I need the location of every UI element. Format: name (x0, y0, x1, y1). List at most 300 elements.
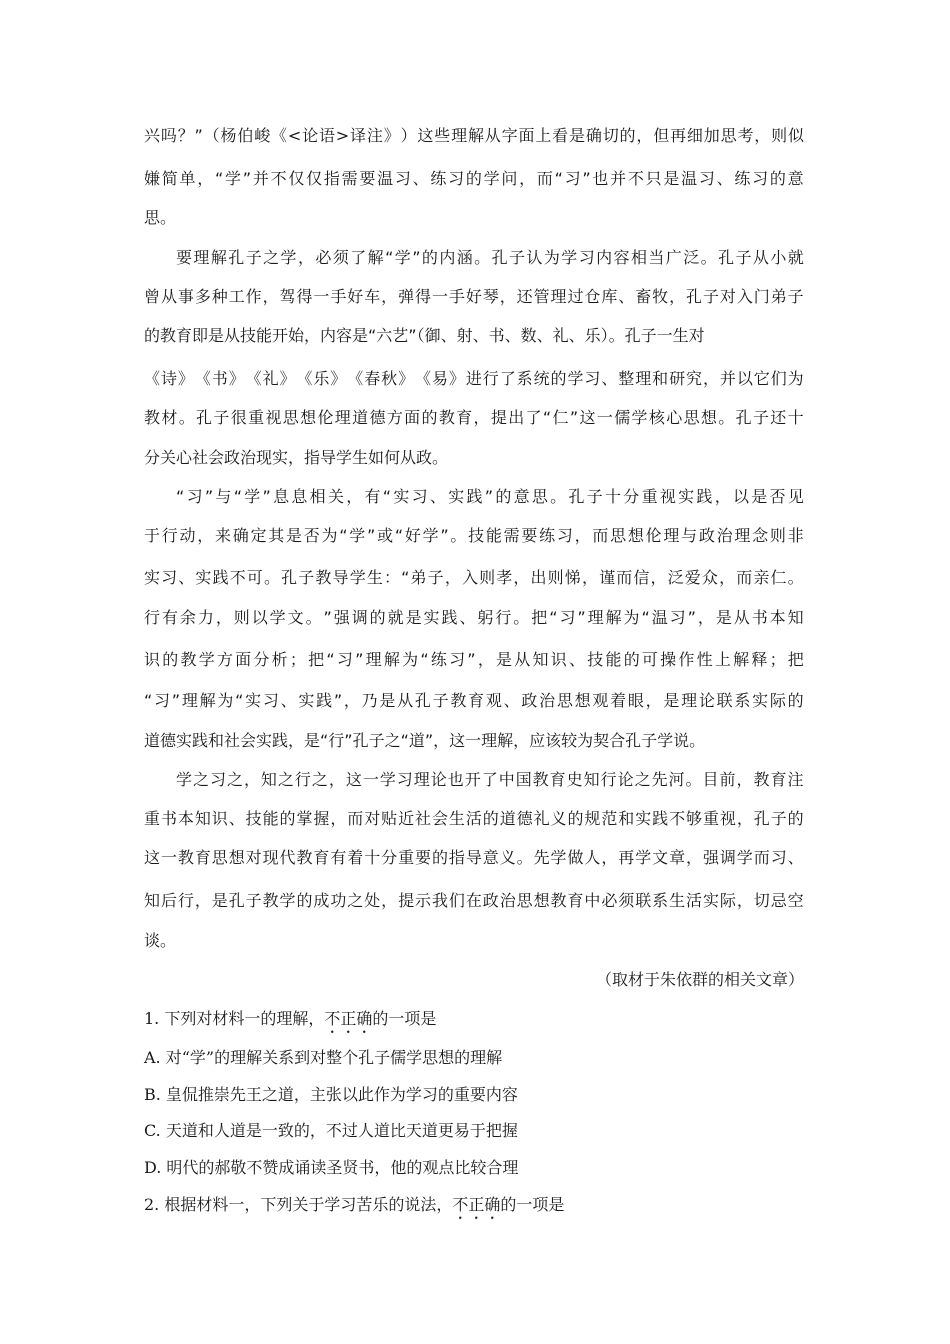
text-char: 学 (269, 608, 286, 627)
text-char: 学 (550, 848, 567, 867)
text-char: 中 (584, 891, 601, 910)
text-char: 众 (701, 568, 718, 587)
text-char: 子 (298, 568, 315, 587)
text-char: 的 (369, 608, 386, 627)
text-char: 手 (448, 287, 465, 306)
text-char: 义 (499, 848, 516, 867)
text-char: 一 (313, 287, 330, 306)
text-char: 材 (161, 408, 178, 427)
text-char: 是 (286, 526, 303, 545)
question-1-option-d: D. 明代的郝敬不赞成诵读圣贤书，他的观点比较合理 (144, 1158, 519, 1177)
text-char: ” (440, 526, 449, 545)
text-char: 悌 (564, 568, 581, 587)
text-char: 而 (616, 568, 633, 587)
text-char: 教 (144, 408, 161, 427)
text-char: 的 (421, 408, 438, 427)
text-char: 学 (176, 770, 193, 789)
text-char: 孝 (496, 568, 513, 587)
text-char: 十 (605, 487, 622, 506)
text-char: 的 (421, 248, 438, 267)
text-char: 子 (770, 809, 787, 828)
text-char: 教 (438, 408, 455, 427)
question-stem-text: 的一项是 (500, 1195, 565, 1214)
text-char: 相 (630, 248, 647, 267)
text-char: 不 (270, 169, 287, 188)
text-char: ， (736, 770, 753, 789)
text-char: 释 (751, 650, 768, 669)
text-char: ， (697, 608, 714, 627)
text-char: 中 (498, 770, 515, 789)
text-char: 学 (422, 526, 439, 545)
text-char: 在 (465, 891, 482, 910)
text-char: 德 (516, 809, 533, 828)
text-char: 吗 (160, 126, 177, 145)
text-char: 习 (564, 169, 581, 188)
text-char: 须 (618, 891, 635, 910)
text-char: 否 (769, 487, 786, 506)
text-char: 眼 (627, 691, 644, 710)
text-char: 好 (404, 526, 421, 545)
text-char: 子 (735, 248, 752, 267)
text-char: 研 (669, 369, 686, 388)
text-char: 子 (213, 408, 230, 427)
text-char: 门 (753, 287, 770, 306)
text-char: 究 (686, 369, 703, 388)
text-char: “ (339, 526, 348, 545)
text-char: 泛 (667, 568, 684, 587)
text-char: 之 (226, 770, 243, 789)
text-char: 习 (770, 848, 787, 867)
text-char: 躬 (477, 608, 494, 627)
text-char: 子 (586, 487, 603, 506)
text-char: 习 (411, 487, 428, 506)
text-char: 育 (194, 848, 211, 867)
text-char: 事 (177, 287, 194, 306)
text-char: 调 (351, 608, 368, 627)
text-char: 译 (350, 126, 367, 145)
text-line: 道德实践和社会实践，是“行”孔子之“道”，这一理解，应该较为契合孔子学说。 (144, 731, 706, 750)
text-char: 就 (387, 608, 404, 627)
text-char: 伦 (645, 526, 662, 545)
text-char: 治 (539, 691, 556, 710)
text-char: 实 (635, 809, 652, 828)
text-char: 是 (663, 169, 680, 188)
text-char: 我 (431, 891, 448, 910)
text-char: 整 (618, 369, 635, 388)
text-char: 性 (696, 650, 713, 669)
text-char: 践 (652, 809, 669, 828)
text-char: 问 (501, 169, 518, 188)
text-char: 确 (232, 526, 249, 545)
text-char: 曾 (144, 287, 161, 306)
text-char: 仁 (770, 568, 787, 587)
text-char: 意 (513, 487, 530, 506)
text-char: ， (197, 169, 214, 188)
text-char: 《 (271, 126, 288, 145)
text-char: 的 (787, 809, 804, 828)
text-char: 知 (583, 770, 600, 789)
text-char: 这 (417, 126, 434, 145)
text-char: 孔 (718, 248, 735, 267)
text-char: 章 (669, 848, 686, 867)
text-char: ） (400, 126, 417, 145)
text-char: 面 (235, 650, 252, 669)
text-char: 仓 (584, 287, 601, 306)
text-char: 孔 (491, 248, 508, 267)
text-char: 切 (602, 126, 619, 145)
text-char: 伯 (237, 126, 254, 145)
text-char: 思 (556, 691, 573, 710)
question-1-option-b: B. 皇侃推崇先王之道，主张以此作为学习的重要内容 (144, 1085, 518, 1104)
text-char: 理 (587, 608, 604, 627)
text-char: 想 (228, 848, 245, 867)
text-char: 教 (262, 891, 279, 910)
text-char: 的 (619, 126, 636, 145)
text-char: 教 (550, 891, 567, 910)
text-char: 理 (681, 691, 698, 710)
text-char: 种 (211, 287, 228, 306)
text-char: 而 (536, 169, 553, 188)
text-char: “ (401, 568, 410, 587)
text-char: 行 (294, 770, 311, 789)
text-char: 社 (415, 809, 432, 828)
text-char: 指 (323, 169, 340, 188)
text-char: 开 (464, 770, 481, 789)
text-char: ” (367, 526, 376, 545)
text-char: 。 (700, 248, 717, 267)
text-char: 习 (698, 169, 715, 188)
text-char: 出 (530, 568, 547, 587)
text-char: 当 (648, 248, 665, 267)
text-char: 能 (262, 809, 279, 828)
text-char: ” (194, 126, 203, 145)
text-char: 核 (648, 408, 665, 427)
text-char: 与 (681, 526, 698, 545)
text-char: ” (467, 650, 476, 669)
text-char: 》 (383, 126, 400, 145)
text-char: ； (769, 650, 786, 669)
text-char: ” (262, 487, 271, 506)
text-char: 仅 (288, 169, 305, 188)
text-char: 动 (179, 526, 196, 545)
text-char: 忌 (770, 891, 787, 910)
text-char: 生 (669, 891, 686, 910)
text-line (144, 889, 804, 913)
text-char: ， (473, 408, 490, 427)
text-char: ， (197, 526, 214, 545)
text-char: 生 (366, 568, 383, 587)
text-char: 注 (366, 126, 383, 145)
text-char: 理 (365, 650, 382, 669)
text-char: “ (326, 650, 335, 669)
text-char: 解 (199, 691, 216, 710)
text-char: 理 (334, 408, 351, 427)
text-char: ” (577, 608, 586, 627)
text-char: 》 (228, 369, 245, 388)
text-char: 。 (685, 770, 702, 789)
text-char: 必 (601, 891, 618, 910)
text-char: 心 (666, 408, 683, 427)
text-char: ” (171, 691, 181, 710)
question-stem-text: 的一项是 (372, 1009, 437, 1028)
text-char: 从 (397, 691, 414, 710)
text-char: 理 (663, 526, 680, 545)
text-char: 多 (194, 287, 211, 306)
text-char: 畜 (635, 287, 652, 306)
text-char: 可 (246, 568, 263, 587)
text-char: 为 (787, 369, 804, 388)
text-char: “ (385, 248, 394, 267)
text-char: 实 (448, 487, 465, 506)
text-char: 育 (567, 891, 584, 910)
text-char: 琴 (482, 287, 499, 306)
text-char: 得 (296, 287, 313, 306)
text-line: 思。 (144, 208, 177, 227)
text-char: 理 (635, 369, 652, 388)
text-char: 握 (313, 809, 330, 828)
text-char: ， (381, 891, 398, 910)
text-char: 语 (318, 126, 335, 145)
text-char: 着 (347, 848, 364, 867)
text-char: 技 (245, 809, 262, 828)
text-char: 子 (702, 287, 719, 306)
text-char: 理 (734, 526, 751, 545)
question-1-option-a: A. 对“学”的理解关系到对整个孔子儒学思想的理解 (144, 1048, 503, 1067)
text-char: 则 (771, 126, 788, 145)
text-char: 着 (610, 691, 627, 710)
text-char: 从 (484, 126, 501, 145)
text-char: 入 (461, 568, 478, 587)
text-char: ， (343, 691, 360, 710)
text-char: 习 (669, 608, 686, 627)
text-char: 解 (210, 248, 227, 267)
text-char: 息 (291, 487, 308, 506)
text-char: ， (262, 287, 279, 306)
text-char: 相 (309, 487, 326, 506)
text-line (144, 846, 804, 870)
text-char: ， (754, 126, 771, 145)
text-char: 理 (550, 287, 567, 306)
text-char: 。 (516, 848, 533, 867)
text-char: 理 (451, 126, 468, 145)
text-char: 技 (468, 526, 485, 545)
text-char: 认 (526, 248, 543, 267)
text-char: 规 (584, 809, 601, 828)
text-char: 际 (769, 691, 786, 710)
text-char: 实 (702, 891, 719, 910)
text-char: 践 (466, 487, 483, 506)
text-char: 和 (618, 809, 635, 828)
text-char: 的 (787, 691, 804, 710)
text-char: 手 (330, 287, 347, 306)
text-char: 析 (271, 650, 288, 669)
text-char: 否 (303, 526, 320, 545)
text-char: 之 (277, 770, 294, 789)
text-char: 》 (279, 369, 296, 388)
text-char: 兴 (144, 126, 161, 145)
text-char: 方 (216, 650, 233, 669)
text-char: 史 (566, 770, 583, 789)
text-char: 孔 (228, 891, 245, 910)
text-char: 好 (347, 287, 364, 306)
text-char: 之 (634, 770, 651, 789)
text-char: 来 (215, 526, 232, 545)
text-char: 意 (787, 169, 804, 188)
text-char: 子 (427, 568, 444, 587)
text-char: 教 (180, 650, 197, 669)
text-char: 伦 (317, 408, 334, 427)
text-char: 于 (144, 526, 161, 545)
text-char: 进 (465, 369, 482, 388)
text-char: 的 (482, 809, 499, 828)
text-char: 好 (465, 287, 482, 306)
text-char: 孔 (686, 287, 703, 306)
text-char: 易 (431, 369, 448, 388)
text-char: 政 (482, 891, 499, 910)
text-char: 了 (481, 770, 498, 789)
text-char: 《 (194, 369, 211, 388)
text-char: 学 (631, 408, 648, 427)
text-line: 的教育即是从技能开始，内容是“六艺”（御、射、书、数、礼、乐）。孔子一生对 (144, 326, 705, 345)
text-char: 文 (652, 848, 669, 867)
text-char: 非 (787, 526, 804, 545)
text-char: 》 (330, 369, 347, 388)
text-char: 而 (753, 848, 770, 867)
text-char: 而 (736, 568, 753, 587)
text-char: 思 (683, 408, 700, 427)
text-line (144, 367, 804, 391)
text-char: 实 (752, 691, 769, 710)
text-char: 礼 (533, 809, 550, 828)
text-char: 小 (770, 248, 787, 267)
text-char: 分 (253, 650, 270, 669)
text-char: 学 (279, 891, 296, 910)
text-char: ？ (177, 126, 194, 145)
text-char: 也 (592, 169, 609, 188)
emphasis-text: 不正确 (452, 1195, 501, 1214)
text-char: 这 (579, 408, 596, 427)
text-char: 践 (316, 691, 333, 710)
text-char: 一 (431, 287, 448, 306)
text-char: ， (601, 848, 618, 867)
text-char: ， (581, 568, 598, 587)
text-char: 人 (584, 848, 601, 867)
text-char: 成 (313, 891, 330, 910)
text-char: “ (394, 526, 404, 545)
text-char: “ (144, 691, 153, 710)
text-char: 联 (716, 691, 733, 710)
text-char: 不 (229, 568, 246, 587)
text-char: 了 (525, 408, 542, 427)
text-char: 有 (364, 487, 381, 506)
text-char: 孔 (735, 408, 752, 427)
text-char: 单 (179, 169, 196, 188)
text-char: ， (297, 248, 314, 267)
text-char: 之 (263, 248, 280, 267)
text-char: 还 (516, 287, 533, 306)
text-char: 温 (681, 169, 698, 188)
text-char: 习 (396, 770, 413, 789)
text-char: 是 (211, 891, 228, 910)
text-char: 并 (610, 169, 627, 188)
text-char: 》 (448, 369, 465, 388)
text-char: 以 (251, 608, 268, 627)
text-char: 掌 (296, 809, 313, 828)
text-char: 出 (508, 408, 525, 427)
text-char: ， (645, 691, 662, 710)
text-char: 练 (430, 169, 447, 188)
text-char: 以 (736, 369, 753, 388)
text-char: 空 (787, 891, 804, 910)
text-char: 们 (448, 891, 465, 910)
text-char: 从 (514, 650, 531, 669)
text-char: 重 (641, 487, 658, 506)
text-char: 而 (347, 809, 364, 828)
text-char: 。 (263, 568, 280, 587)
text-char: 广 (665, 248, 682, 267)
text-line (144, 124, 804, 148)
text-char: 嫌 (144, 169, 161, 188)
text-char: 教 (532, 770, 549, 789)
text-char: （ (203, 126, 220, 145)
text-char: 国 (515, 770, 532, 789)
text-char: 文 (287, 608, 304, 627)
text-char: 实 (678, 487, 695, 506)
text-char: 的 (567, 809, 584, 828)
text-char: 面 (518, 126, 535, 145)
text-char: 想 (533, 891, 550, 910)
text-char: 学 (198, 650, 215, 669)
question-1-stem (144, 1007, 804, 1031)
text-char: 义 (550, 809, 567, 828)
text-char: 习 (209, 770, 226, 789)
text-char: 实 (423, 608, 440, 627)
text-char: 本 (769, 608, 786, 627)
text-char: 系 (516, 369, 533, 388)
text-char: 似 (787, 126, 804, 145)
text-char: 重 (398, 848, 415, 867)
text-char: 统 (533, 369, 550, 388)
text-char: 解 (467, 126, 484, 145)
text-char: 有 (161, 608, 178, 627)
text-char: ， (499, 287, 516, 306)
text-char: 了 (350, 248, 367, 267)
text-char: 还 (770, 408, 787, 427)
text-char: ： (383, 568, 400, 587)
text-char: 孔 (753, 809, 770, 828)
text-char: 意 (482, 848, 499, 867)
text-char: 过 (567, 287, 584, 306)
text-char: 而 (592, 526, 609, 545)
text-char: 河 (668, 770, 685, 789)
text-char: 之 (192, 770, 209, 789)
text-char: ， (328, 770, 345, 789)
text-char: 简 (161, 169, 178, 188)
text-char: 工 (228, 287, 245, 306)
text-char: 指 (448, 848, 465, 867)
text-char: ” (484, 487, 494, 506)
text-char: 念 (752, 526, 769, 545)
text-char: 习 (154, 691, 171, 710)
text-char: 系 (734, 691, 751, 710)
text-char: ； (289, 650, 306, 669)
text-char: < (287, 126, 302, 145)
text-char: 并 (719, 369, 736, 388)
text-char: 杨 (220, 126, 237, 145)
text-char: 温 (377, 169, 394, 188)
text-char: 知 (787, 608, 804, 627)
text-char: 或 (377, 526, 394, 545)
